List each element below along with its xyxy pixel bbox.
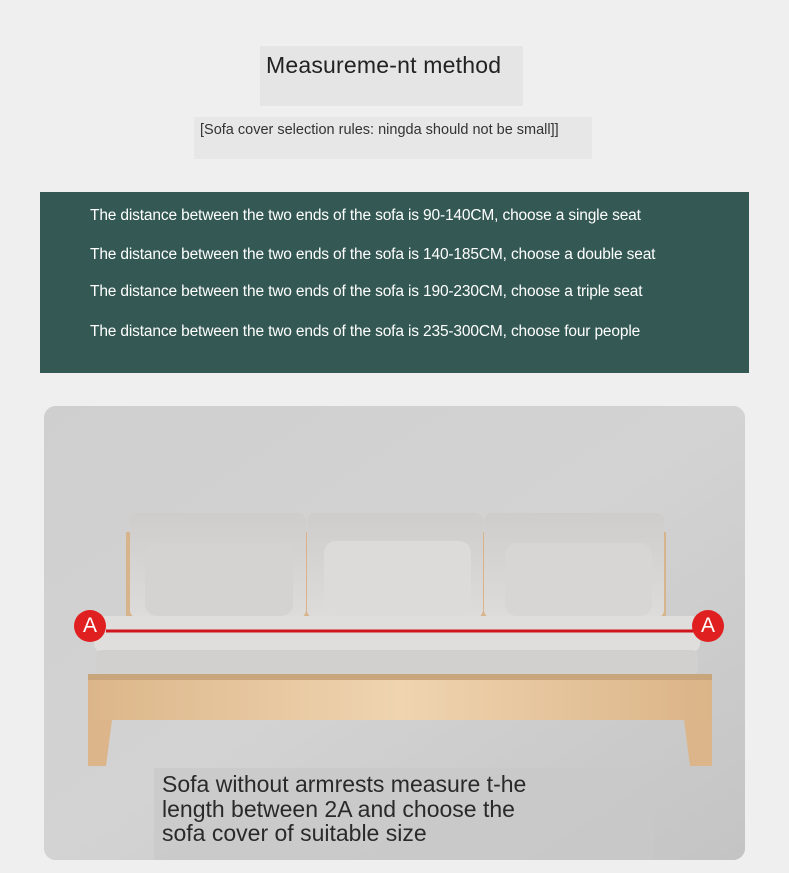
- subtitle-box: [194, 117, 592, 159]
- title-box: [260, 46, 523, 106]
- sofa-photo-card: [44, 406, 745, 860]
- page-title: Measureme-nt method: [266, 52, 502, 78]
- size-rules-panel: [40, 192, 749, 373]
- rule-single-seat: The distance between the two ends of the sofa is 90-140CM, choose a single seat: [90, 207, 641, 224]
- seat-cushion: [94, 616, 700, 652]
- page-subtitle: [Sofa cover selection rules: ningda should not be small]]: [200, 122, 559, 138]
- marker-a-right: A: [692, 610, 724, 642]
- pillow-middle: [324, 541, 471, 616]
- seat-base-cushion: [96, 650, 698, 676]
- pillow-right: [505, 543, 652, 616]
- rule-triple-seat: The distance between the two ends of the sofa is 190-230CM, choose a triple seat: [90, 283, 643, 300]
- caption-box: [154, 768, 654, 860]
- marker-a-left: A: [74, 610, 106, 642]
- rule-double-seat: The distance between the two ends of the sofa is 140-185CM, choose a double seat: [90, 246, 656, 263]
- pillow-left: [145, 543, 293, 616]
- wooden-base: [88, 674, 712, 720]
- measurement-caption: Sofa without armrests measure t-he length between 2A and choose the sofa cover of suitable size: [162, 771, 527, 846]
- rule-four-seat: The distance between the two ends of the sofa is 235-300CM, choose four people: [90, 323, 641, 340]
